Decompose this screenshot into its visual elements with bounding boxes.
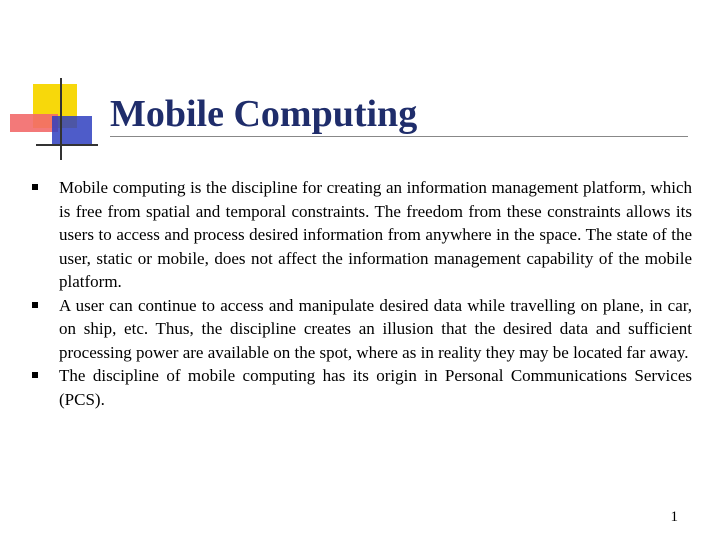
- bullet-item: [32, 294, 692, 365]
- bullet-text: Mobile computing is the discipline for creating an information management platform, which is free from spatial and temporal constraints. The freedom from these constraints allows its users to access and process desired information from anywhere in the space. The state of the user, static or mobile, does not affect the information management capability of the mobile platform.: [59, 178, 692, 291]
- vertical-rule: [60, 78, 62, 160]
- bullet-item: [32, 364, 692, 411]
- page-number: 1: [670, 509, 678, 525]
- bullet-text: The discipline of mobile computing has its origin in Personal Communications Services (PCS).: [59, 366, 692, 409]
- slide-title: Mobile Computing: [110, 93, 418, 135]
- blue-square: [52, 116, 92, 144]
- bullet-list: [32, 176, 692, 411]
- red-bar: [10, 114, 58, 132]
- bullet-item: [32, 176, 692, 294]
- horizontal-rule: [36, 144, 98, 146]
- bullet-square-icon: [32, 302, 38, 308]
- bullet-square-icon: [32, 372, 38, 378]
- title-underline: [110, 136, 688, 137]
- decorative-logo: [0, 0, 110, 170]
- bullet-square-icon: [32, 184, 38, 190]
- bullet-text: A user can continue to access and manipulate desired data while travelling on plane, in car, on ship, etc. Thus, the discipline creates an illusion that the desired data and sufficient processing power are available on the spot, where as in reality they may be located far away.: [59, 295, 692, 362]
